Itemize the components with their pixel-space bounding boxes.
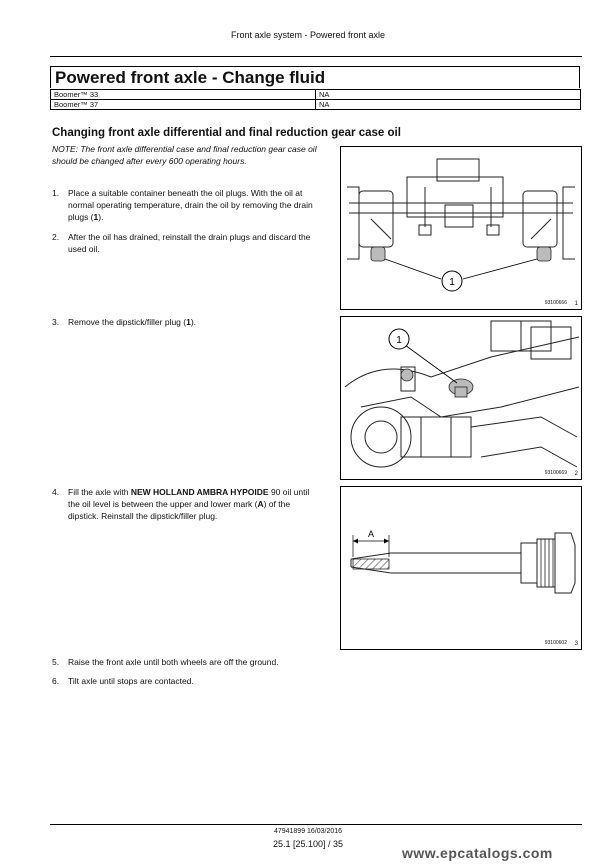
footer-rule [50,824,582,825]
figure-code: 93100669 [544,470,567,476]
step-number: 5. [52,657,60,667]
step-6 [52,675,320,687]
model-cell: Boomer™ 33 [51,90,316,100]
callout-a: A [367,529,375,539]
table-row [51,90,581,100]
dipstick-illustration [341,487,581,649]
figure-number: 3 [574,641,578,647]
figure-1-axle-drain-plugs [340,146,582,310]
model-cell: Boomer™ 37 [51,100,316,110]
page-title: Powered front axle - Change fluid [50,66,580,88]
step-text: After the oil has drained, reinstall the drain plugs and discard the used oil. [68,232,311,254]
footer-doc-ref: 47941899 16/03/2016 [273,828,343,835]
step-number: 2. [52,232,60,242]
watermark: www.epcatalogs.com [402,845,553,861]
step-text: Remove the dipstick/filler plug (1). [68,317,197,327]
note-text: NOTE: The front axle differential case and final reduction gear case oil should be changed after every 600 operating hours. [52,144,317,166]
figure-number: 2 [574,471,578,477]
axle-illustration [341,147,581,309]
figure-3-dipstick [340,486,582,650]
callout-1: 1 [396,335,402,346]
step-text: Fill the axle with NEW HOLLAND AMBRA HYPOIDE 90 oil until the oil level is between the upper and lower mark (A) of the dipstick. Reinstall the dipstick/filler plug. [68,487,310,521]
value-cell: NA [316,100,581,110]
figure-2-filler-plug [340,316,582,480]
step-2 [52,231,320,255]
figure-code: 93100666 [544,300,567,306]
step-text: Tilt axle until stops are contacted. [68,676,194,686]
step-text: Raise the front axle until both wheels are off the ground. [68,657,279,667]
applicability-table [50,89,581,110]
section-title: Changing front axle differential and final reduction gear case oil [52,127,401,139]
step-number: 4. [52,487,60,497]
step-5 [52,656,320,668]
table-row [51,100,581,110]
footer-page-ref: 25.1 [25.100] / 35 [272,839,344,849]
value-cell: NA [316,90,581,100]
header-rule [50,56,582,57]
step-number: 1. [52,188,60,198]
step-number: 6. [52,676,60,686]
step-1 [52,187,320,223]
step-number: 3. [52,317,60,327]
figure-number: 1 [574,301,578,307]
step-4 [52,486,320,522]
step-text: Place a suitable container beneath the oil plugs. With the oil at normal operating temperature, drain the oil by removing the drain plugs (1). [68,188,313,222]
step-3 [52,316,320,328]
running-header: Front axle system - Powered front axle [230,30,386,40]
filler-plug-illustration [341,317,581,479]
callout-1: 1 [449,277,455,288]
figure-code: 93100602 [544,640,567,646]
